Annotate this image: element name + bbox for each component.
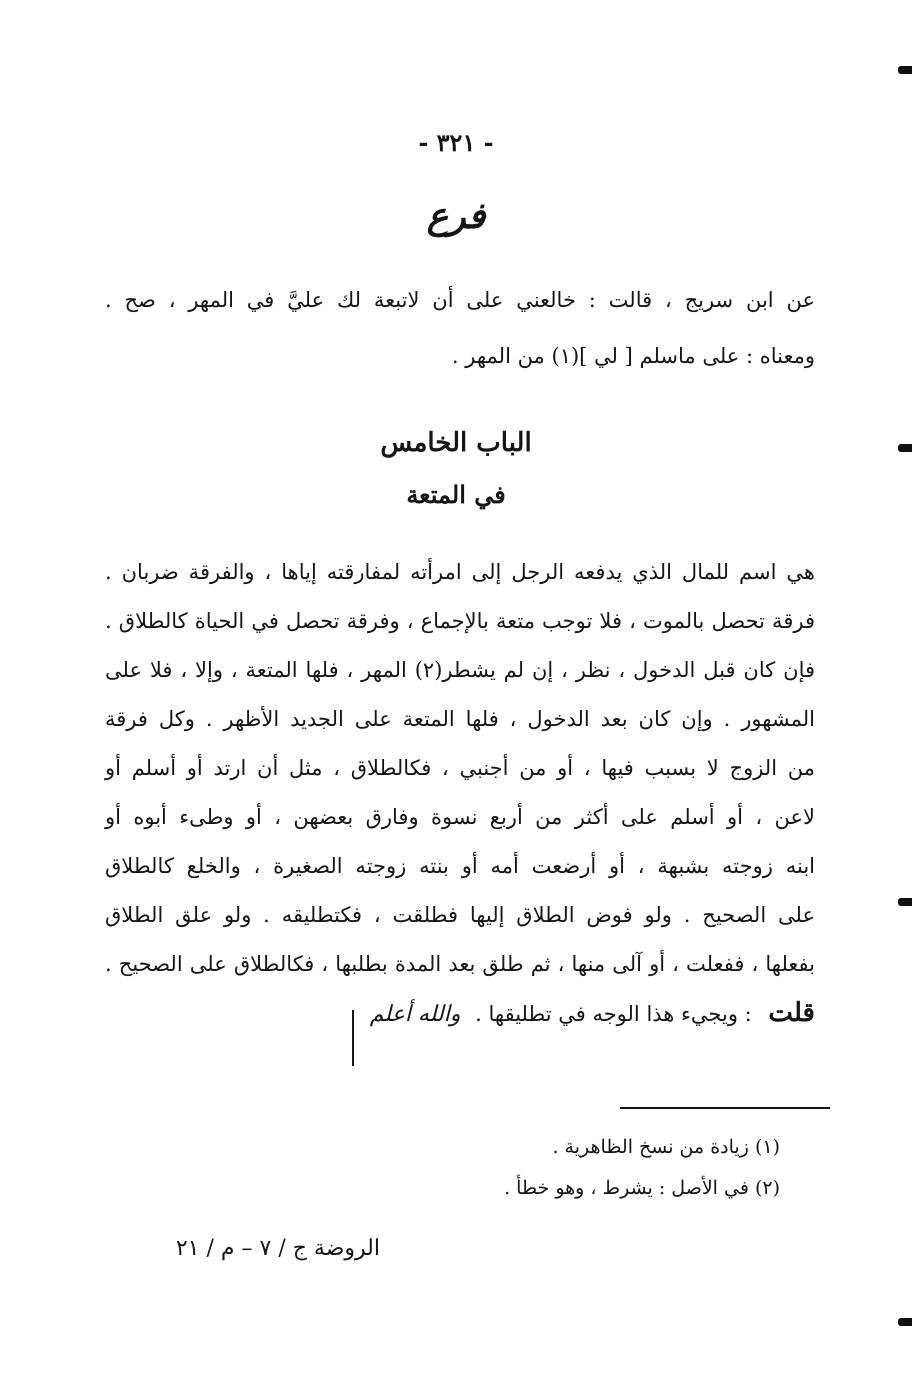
page-edge-mark bbox=[898, 1318, 912, 1326]
intro-line-2: ومعناه : على ماسلم [ لي ](١) من المهر . bbox=[451, 344, 815, 368]
body-line: هي اسم للمال الذي يدفعه الرجل إلى امرأته لمفارقته إياها ، والفرقة ضربان . bbox=[105, 560, 815, 584]
sign-off-flourish bbox=[352, 1010, 354, 1066]
footnote: (٢) في الأصل : يشرط ، وهو خطأ . bbox=[504, 1177, 780, 1199]
footnote: (١) زيادة من نسخ الظاهرية . bbox=[552, 1136, 780, 1158]
chapter-title: الباب الخامس bbox=[380, 428, 532, 458]
body-line: المشهور . وإن كان بعد الدخول ، فلها المتعة على الجديد الأظهر . وكل فرقة bbox=[105, 707, 815, 731]
page-number: - ٣٢١ - bbox=[418, 128, 494, 157]
closing-text: : ويجيء هذا الوجه في تطليقها . bbox=[475, 1002, 752, 1026]
printer-signature: الروضة ج / ٧ – م / ٢١ bbox=[175, 1236, 380, 1261]
chapter-subtitle: في المتعة bbox=[406, 480, 506, 509]
intro-line-1: عن ابن سريج ، قالت : خالعني على أن لاتبعة لك عليَّ في المهر ، صح . bbox=[105, 288, 815, 312]
body-line: لاعن ، أو أسلم على أكثر من أربع نسوة وفارق بعضهن ، أو وطىء أبوه أو bbox=[105, 805, 815, 829]
footnote-divider bbox=[620, 1107, 830, 1109]
body-line: فرقة تحصل بالموت ، فلا توجب متعة بالإجماع ، وفرقة تحصل في الحياة كالطلاق . bbox=[105, 609, 815, 633]
closing-line bbox=[105, 997, 815, 1031]
page-edge-mark bbox=[898, 66, 912, 74]
page-edge-mark bbox=[898, 898, 912, 906]
closing-sign-off: والله أعلم bbox=[369, 1002, 461, 1027]
body-line: فإن كان قبل الدخول ، نظر ، إن لم يشطر(٢) المهر ، فلها المتعة ، وإلا ، فلا على bbox=[105, 658, 816, 682]
section-title: فرع bbox=[426, 195, 486, 237]
body-line: ابنه زوجته بشبهة ، أو أرضعت أمه أو بنته زوجته الصغيرة ، والخلع كالطلاق bbox=[105, 854, 815, 878]
body-line: على الصحيح . ولو فوض الطلاق إليها فطلقت ، فكتطليقه . ولو علق الطلاق bbox=[105, 903, 815, 927]
closing-label: قلت bbox=[768, 998, 815, 1028]
body-line: بفعلها ، ففعلت ، أو آلى منها ، ثم طلق بعد المدة بطلبها ، فكالطلاق على الصحيح . bbox=[105, 952, 815, 976]
body-line: من الزوج لا بسبب فيها ، أو من أجنبي ، فكالطلاق ، مثل أن ارتد أو أسلم أو bbox=[105, 756, 815, 780]
